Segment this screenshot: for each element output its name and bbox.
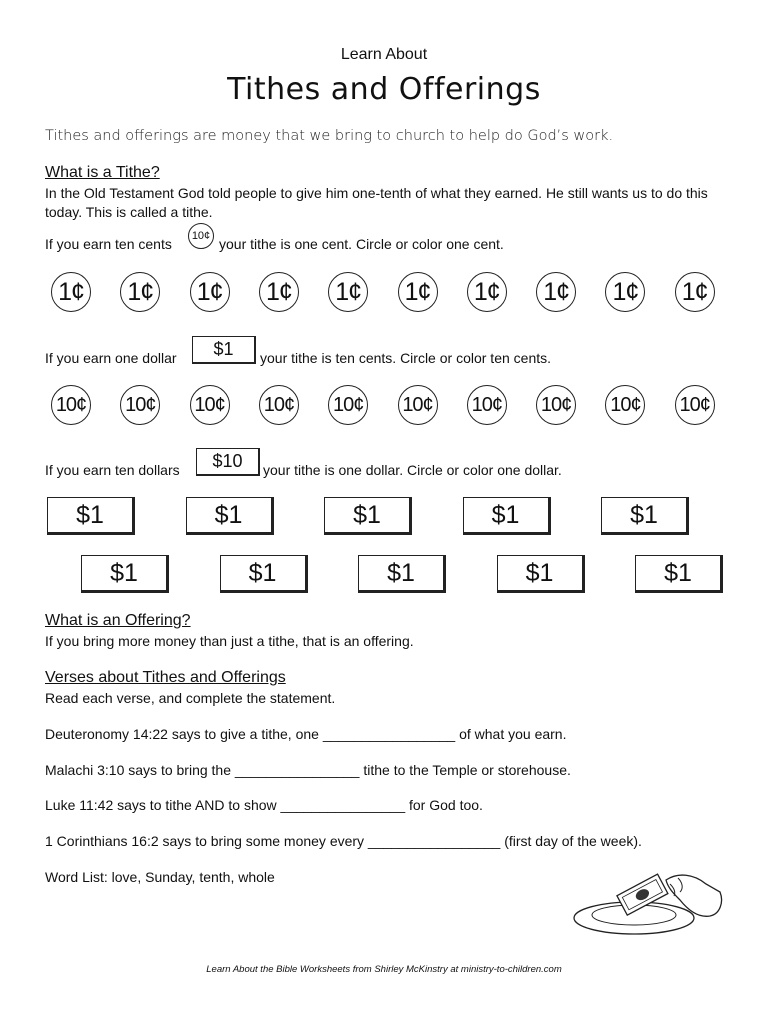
one-cent-coin[interactable]: 1¢ (51, 272, 91, 312)
one-cent-coin[interactable]: 1¢ (536, 272, 576, 312)
footer-credit: Learn About the Bible Worksheets from Shirley McKinstry at ministry-to-children.com (206, 964, 562, 975)
one-dollar-bill[interactable]: $1 (186, 497, 274, 535)
offering-heading: What is an Offering? (45, 612, 191, 629)
ten-cent-coin[interactable]: 10¢ (536, 385, 576, 425)
offering-plate-illustration (570, 858, 726, 940)
ten-cent-coin[interactable]: 10¢ (190, 385, 230, 425)
worksheet-kicker: Learn About (340, 46, 428, 63)
verse-statement: Malachi 3:10 says to bring the ________________ tithe to the Temple or storehouse. (45, 762, 571, 778)
one-dollar-bill[interactable]: $1 (358, 555, 446, 593)
one-dollar-bill[interactable]: $1 (601, 497, 689, 535)
ten-cent-example-coin: 10¢ (188, 223, 214, 249)
one-dollar-bill[interactable]: $1 (324, 497, 412, 535)
one-cent-coin[interactable]: 1¢ (190, 272, 230, 312)
verse-statement: Luke 11:42 says to tithe AND to show ________________ for God too. (45, 797, 483, 813)
one-dollar-bill[interactable]: $1 (635, 555, 723, 593)
offering-paragraph: If you bring more money than just a tithe, that is an offering. (45, 633, 414, 649)
verses-heading: Verses about Tithes and Offerings (45, 669, 286, 686)
ten-cent-coin[interactable]: 10¢ (675, 385, 715, 425)
tendollar-prefix: If you earn ten dollars (45, 462, 180, 478)
one-dollar-bill[interactable]: $1 (47, 497, 135, 535)
word-list: Word List: love, Sunday, tenth, whole (45, 869, 275, 885)
tendollar-suffix: your tithe is one dollar. Circle or color one dollar. (263, 462, 562, 478)
one-cent-coin[interactable]: 1¢ (120, 272, 160, 312)
verse-statement: 1 Corinthians 16:2 says to bring some money every _________________ (first day of the week). (45, 833, 642, 849)
ten-cent-coin[interactable]: 10¢ (120, 385, 160, 425)
intro-text: Tithes and offerings are money that we bring to church to help do God’s work. (45, 128, 614, 144)
ten-cent-coin[interactable]: 10¢ (467, 385, 507, 425)
one-cent-coin[interactable]: 1¢ (605, 272, 645, 312)
one-dollar-bill[interactable]: $1 (497, 555, 585, 593)
one-cent-coin[interactable]: 1¢ (259, 272, 299, 312)
worksheet-title: Tithes and Offerings (227, 72, 541, 107)
one-dollar-bill[interactable]: $1 (463, 497, 551, 535)
cents-prefix: If you earn ten cents (45, 236, 172, 252)
ten-cent-coin[interactable]: 10¢ (259, 385, 299, 425)
ten-cent-coin[interactable]: 10¢ (605, 385, 645, 425)
one-cent-coin[interactable]: 1¢ (398, 272, 438, 312)
one-dollar-example-bill: $1 (192, 336, 256, 364)
dollar-suffix: your tithe is ten cents. Circle or color ten cents. (260, 350, 552, 366)
tithe-heading: What is a Tithe? (45, 164, 160, 181)
dollar-prefix: If you earn one dollar (45, 350, 177, 366)
one-cent-coin[interactable]: 1¢ (675, 272, 715, 312)
ten-dollar-example-bill: $10 (196, 448, 260, 476)
ten-cent-coin[interactable]: 10¢ (328, 385, 368, 425)
one-cent-coin[interactable]: 1¢ (328, 272, 368, 312)
ten-cent-coin[interactable]: 10¢ (51, 385, 91, 425)
one-dollar-bill[interactable]: $1 (220, 555, 308, 593)
tithe-paragraph: In the Old Testament God told people to give him one-tenth of what they earned. He still wants us to do this today. This is called a tithe. (45, 185, 708, 220)
one-cent-coin[interactable]: 1¢ (467, 272, 507, 312)
one-dollar-bill[interactable]: $1 (81, 555, 169, 593)
cents-suffix: your tithe is one cent. Circle or color one cent. (219, 236, 504, 252)
ten-cent-coin[interactable]: 10¢ (398, 385, 438, 425)
verse-statement: Deuteronomy 14:22 says to give a tithe, one _________________ of what you earn. (45, 726, 567, 742)
verses-instructions: Read each verse, and complete the statement. (45, 690, 336, 706)
